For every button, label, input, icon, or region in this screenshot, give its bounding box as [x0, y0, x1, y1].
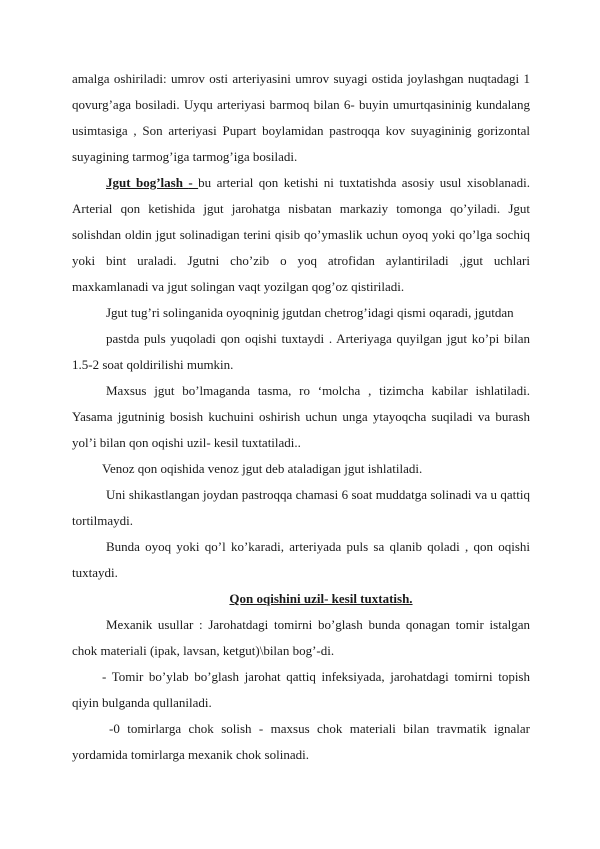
- paragraph-10: Mexanik usullar : Jarohatdagi tomirni bo’glash bunda qonagan tomir istalgan chok materiali (ipak, lavsan, ketgut)\bilan bog’-di.: [72, 617, 530, 658]
- paragraph-2-text: bu arterial qon ketishi ni tuxtatishda asosiy usul xisoblanadi. Arterial qon ketishida jgut jarohatga nisbatan markaziy tomonga qo’yiladi. Jgut solishdan oldin jgut solinadigan terini qisib qo’ymaslik uchun oyoq yoki qo’lga sochiq yoki bint uraladi. Jgutni cho’zib o yoq atrofidan aylantiriladi ,jgut uchlari maxkamlanadi va jgut solingan vaqt yozilgan qog’oz qistiriladi.: [72, 175, 530, 294]
- paragraph-1: amalga oshiriladi: umrov osti arteriyasini umrov suyagi ostida joylashgan nuqtadagi 1 qovurg’aga bosiladi. Uyqu arteriyasi barmoq bilan 6- buyin umurtqasininig kundalang usimtasiga , Son arteriyasi Pupart boylamidan pastroqqa kov suyagininig gorizontal suyagining tarmog’iga tarmog’iga bosiladi.: [72, 71, 530, 164]
- section-heading: Qon oqishini uzil- kesil tuxtatish.: [229, 591, 413, 606]
- paragraph-3: Jgut tug’ri solinganida oyoqninig jgutdan chetrog’idagi qismi oqaradi, jgutdan: [106, 305, 514, 320]
- paragraph-7: Uni shikastlangan joydan pastroqqa chamasi 6 soat muddatga solinadi va u qattiq tortilmaydi.: [72, 487, 530, 528]
- document-body: [72, 66, 530, 768]
- paragraph-11: - Tomir bo’ylab bo’glash jarohat qattiq infeksiyada, jarohatdagi tomirni topish qiyin bulganda qullaniladi.: [72, 669, 530, 710]
- paragraph-5: Maxsus jgut bo’lmaganda tasma, ro ‘molcha , tizimcha kabilar ishlatiladi. Yasama jgutninig bosish kuchuini oshirish uchun unga ytayoqcha suqiladi va burash yol’i bilan qon oqishi uzil- kesil tuxtatiladi..: [72, 383, 530, 450]
- paragraph-4: pastda puls yuqoladi qon oqishi tuxtaydi . Arteriyaga quyilgan jgut ko’pi bilan 1.5-2 soat qoldirilishi mumkin.: [72, 331, 530, 372]
- paragraph-12: -0 tomirlarga chok solish - maxsus chok materiali bilan travmatik ignalar yordamida tomirlarga mexanik chok solinadi.: [72, 721, 530, 762]
- term-dash: -: [188, 175, 199, 190]
- paragraph-2: [72, 170, 530, 300]
- term-jgut-boglash: Jgut bog’lash: [106, 175, 189, 190]
- paragraph-8: Bunda oyoq yoki qo’l ko’karadi, arteriyada puls sa qlanib qoladi , qon oqishi tuxtaydi.: [72, 539, 530, 580]
- paragraph-6: Venoz qon oqishida venoz jgut deb ataladigan jgut ishlatiladi.: [102, 461, 423, 476]
